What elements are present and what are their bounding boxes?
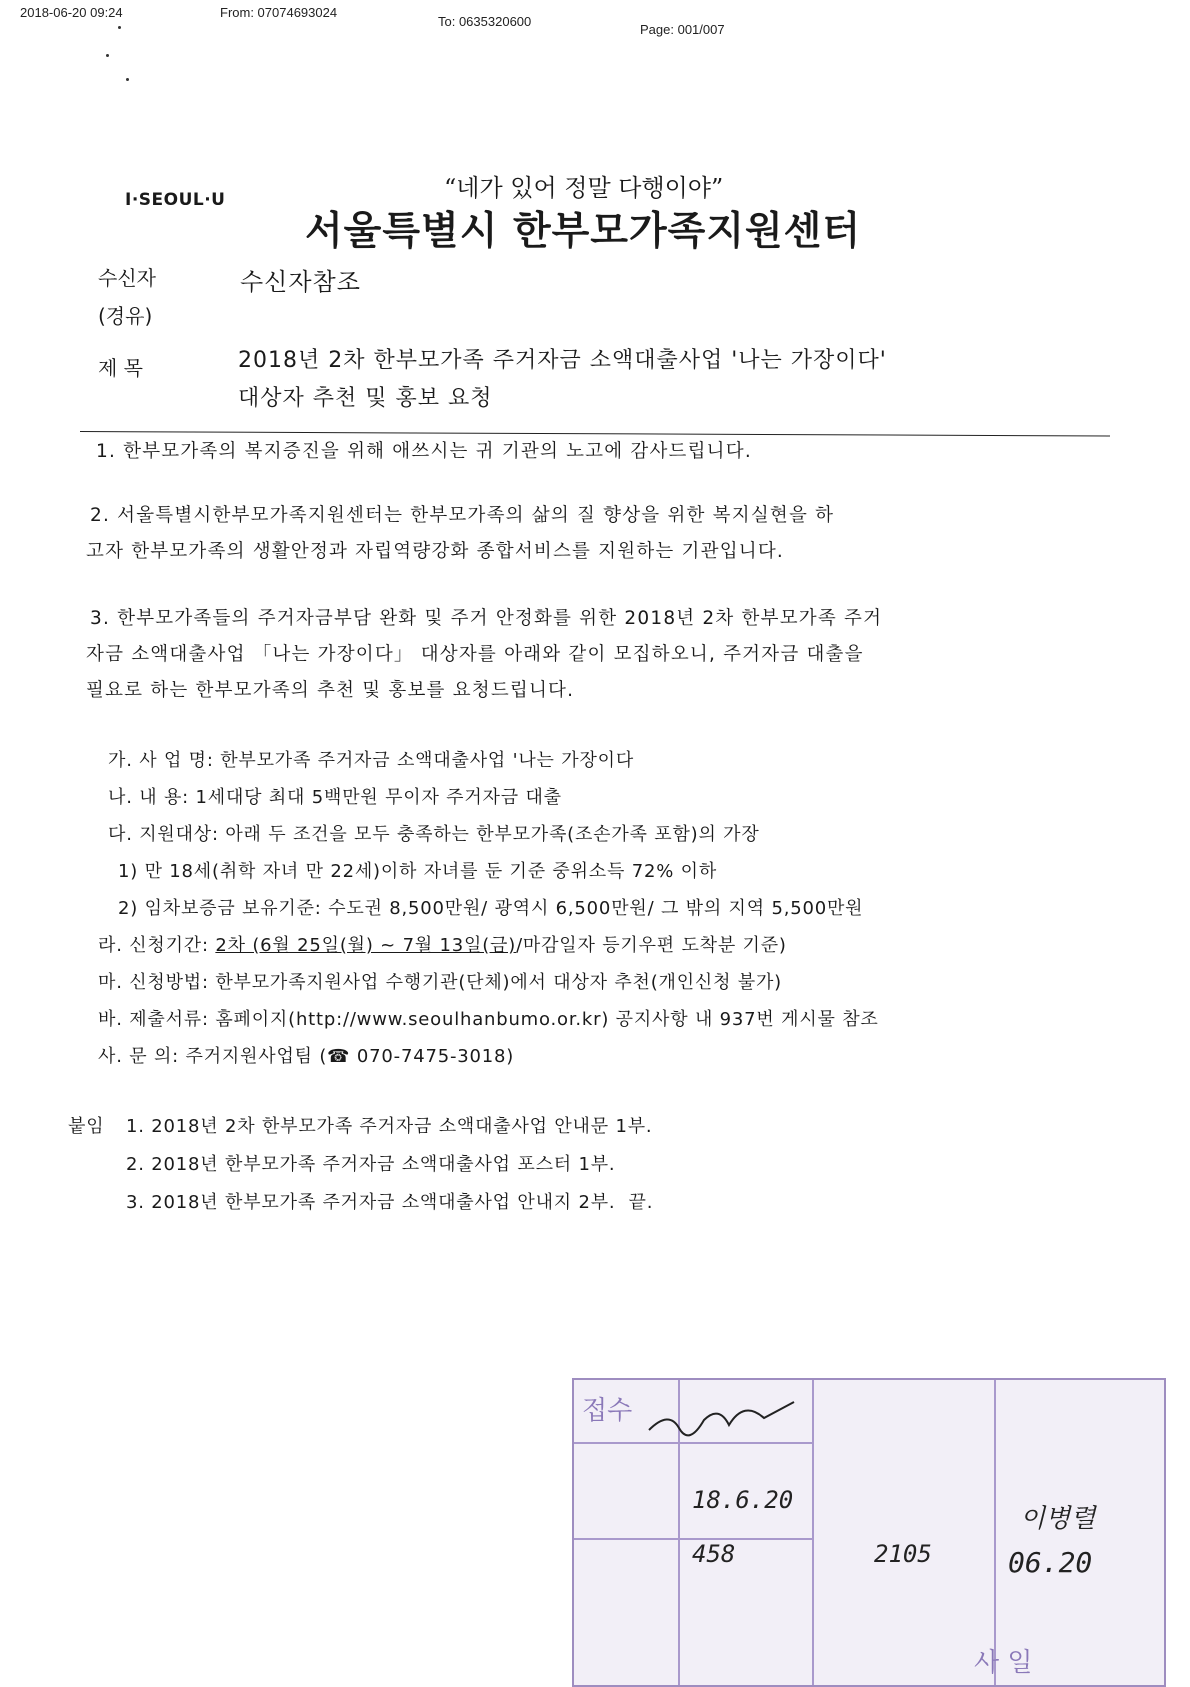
stamp-code: 2105 — [874, 1540, 932, 1568]
paragraph-2-line-2: 고자 한부모가족의 생활안정과 자립역량강화 종합서비스를 지원하는 기관입니다. — [86, 541, 784, 562]
stamp-grid-line — [994, 1380, 996, 1685]
item-eligibility: 다. 지원대상: 아래 두 조건을 모두 충족하는 한부모가족(조손가족 포함)의 가장 — [108, 824, 760, 845]
recipient-label: 수신자 — [98, 266, 156, 290]
organization-name: 서울특별시 한부모가족지원센터 — [305, 208, 862, 254]
speck-mark — [126, 78, 129, 81]
signature-scribble — [644, 1390, 804, 1450]
attachment-1: 1. 2018년 2차 한부모가족 주거자금 소액대출사업 안내문 1부. — [126, 1116, 653, 1137]
subject-label: 제 목 — [98, 356, 143, 380]
stamp-receipt-label: 접수 — [582, 1396, 633, 1426]
speck-mark — [106, 54, 109, 57]
item-eligibility-2: 2) 임차보증금 보유기준: 수도권 8,500만원/ 광역시 6,500만원/ 그 밖의 지역 5,500만원 — [118, 898, 864, 919]
period-label: 라. 신청기간: — [98, 935, 216, 956]
paragraph-1: 1. 한부모가족의 복지증진을 위해 애쓰시는 귀 기관의 노고에 감사드립니다. — [96, 441, 752, 462]
fax-from: From: 07074693024 — [220, 5, 338, 20]
paragraph-3-line-2: 자금 소액대출사업 「나는 가장이다」 대상자를 아래와 같이 모집하오니, 주거자금 대출을 — [86, 644, 864, 665]
attachment-3-text: 3. 2018년 한부모가족 주거자금 소액대출사업 안내지 2부. — [126, 1192, 616, 1213]
item-application-period — [98, 931, 787, 957]
slogan: “네가 있어 정말 다행이야” — [444, 174, 724, 202]
item-content: 나. 내 용: 1세대당 최대 5백만원 무이자 주거자금 대출 — [108, 787, 562, 808]
paragraph-3-line-1: 3. 한부모가족들의 주거자금부담 완화 및 주거 안정화를 위한 2018년 2차 한부모가족 주거 — [90, 608, 883, 629]
recipient-value: 수신자참조 — [240, 268, 361, 296]
subject-line-2: 대상자 추천 및 홍보 요청 — [238, 386, 493, 411]
attachment-3 — [126, 1188, 653, 1214]
attachment-2: 2. 2018년 한부모가족 주거자금 소액대출사업 포스터 1부. — [126, 1154, 616, 1175]
item-project-name: 가. 사 업 명: 한부모가족 주거자금 소액대출사업 '나는 가장이다 — [108, 750, 635, 771]
attachments-label: 붙임 — [68, 1116, 105, 1137]
paragraph-3-line-3: 필요로 하는 한부모가족의 추천 및 홍보를 요청드립니다. — [86, 680, 575, 701]
item-eligibility-1: 1) 만 18세(취학 자녀 만 22세)이하 자녀를 둔 기준 중위소득 72% 이하 — [118, 861, 718, 882]
receipt-stamp — [572, 1378, 1166, 1687]
via-label: (경유) — [98, 304, 153, 328]
stamp-number: 458 — [692, 1540, 736, 1568]
subject-line-1: 2018년 2차 한부모가족 주거자금 소액대출사업 '나는 가장이다' — [238, 348, 887, 373]
stamp-date: 18.6.20 — [692, 1486, 794, 1514]
subject-divider — [80, 431, 1110, 436]
fax-datetime: 2018-06-20 09:24 — [20, 5, 123, 20]
seoul-logo: I·SEOUL·U — [125, 190, 226, 210]
paragraph-2-line-1: 2. 서울특별시한부모가족지원센터는 한부모가족의 삶의 질 향상을 위한 복지실현을 하 — [90, 505, 835, 526]
end-mark: 끝. — [628, 1192, 654, 1213]
item-documents: 바. 제출서류: 홈페이지(http://www.seoulhanbumo.or.kr) 공지사항 내 937번 게시물 참조 — [98, 1009, 879, 1030]
fax-page: Page: 001/007 — [640, 22, 725, 37]
period-note: /마감일자 등기우편 도착분 기준) — [516, 935, 787, 956]
stamp-date-2: 06.20 — [1008, 1546, 1093, 1579]
period-dates: 2차 (6월 25일(월) ~ 7월 13일(금) — [215, 935, 517, 956]
item-inquiry: 사. 문 의: 주거지원사업팀 (☎ 070-7475-3018) — [98, 1046, 515, 1067]
stamp-name: 이병렬 — [1020, 1504, 1096, 1534]
speck-mark — [118, 26, 121, 29]
fax-to: To: 0635320600 — [438, 14, 532, 29]
stamp-bottom-label: 사 일 — [974, 1648, 1033, 1678]
stamp-grid-line — [812, 1380, 814, 1685]
item-application-method: 마. 신청방법: 한부모가족지원사업 수행기관(단체)에서 대상자 추천(개인신청 불가) — [98, 972, 783, 993]
